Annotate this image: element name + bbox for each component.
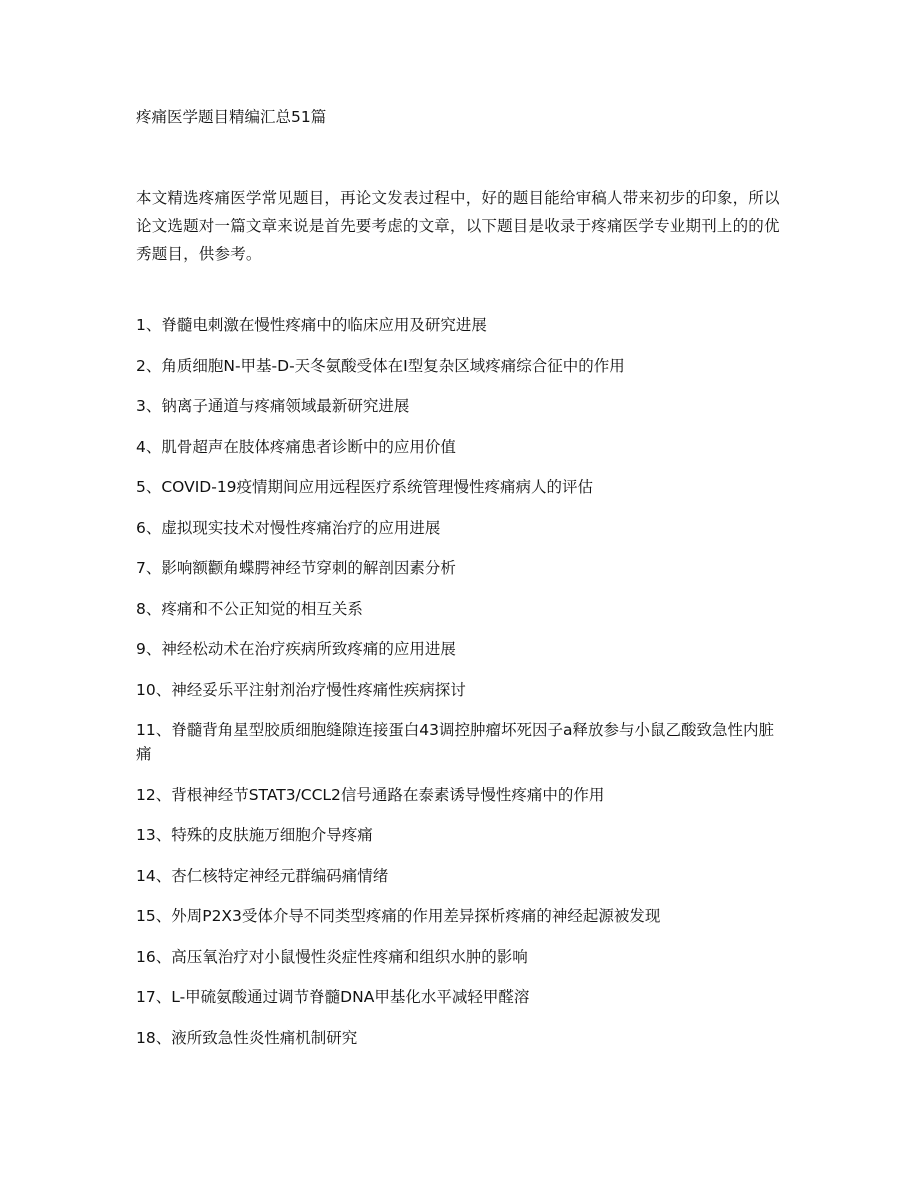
list-item: 14、杏仁核特定神经元群编码痛情绪 bbox=[136, 866, 389, 885]
document-title: 疼痛医学题目精编汇总51篇 bbox=[136, 108, 327, 126]
list-item: 13、特殊的皮肤施万细胞介导疼痛 bbox=[136, 826, 373, 844]
list-item: 1、脊髓电刺激在慢性疼痛中的临床应用及研究进展 bbox=[136, 316, 487, 334]
list-item: 8、疼痛和不公正知觉的相互关系 bbox=[136, 599, 363, 618]
list-item: 3、钠离子通道与疼痛领域最新研究进展 bbox=[136, 397, 410, 415]
list-item: 7、影响额颧角蝶腭神经节穿刺的解剖因素分析 bbox=[136, 559, 456, 577]
list-item: 18、液所致急性炎性痛机制研究 bbox=[136, 1028, 358, 1047]
intro-paragraph: 本文精选疼痛医学常见题目，再论文发表过程中，好的题目能给审稿人带来初步的印象，所以论文选题对一篇文章来说是首先要考虑的文章，以下题目是收录于疼痛医学专业期刊上的的优秀题目，供参考。 bbox=[136, 189, 780, 263]
list-item: 4、肌骨超声在肢体疼痛患者诊断中的应用价值 bbox=[136, 437, 456, 456]
list-item: 10、神经妥乐平注射剂治疗慢性疼痛性疾病探讨 bbox=[136, 680, 466, 699]
list-item: 9、神经松动术在治疗疾病所致疼痛的应用进展 bbox=[136, 640, 456, 658]
list-item: 6、虚拟现实技术对慢性疼痛治疗的应用进展 bbox=[136, 518, 441, 537]
list-item: 17、L-甲硫氨酸通过调节脊髓DNA甲基化水平减轻甲醛溶 bbox=[136, 988, 530, 1006]
list-item: 5、COVID-19疫情期间应用远程医疗系统管理慢性疼痛病人的评估 bbox=[136, 478, 594, 496]
list-item: 2、角质细胞N-甲基-D-天冬氨酸受体在I型复杂区域疼痛综合征中的作用 bbox=[136, 356, 625, 375]
list-item: 16、高压氧治疗对小鼠慢性炎症性疼痛和组织水肿的影响 bbox=[136, 947, 528, 966]
list-item: 11、脊髓背角星型胶质细胞缝隙连接蛋白43调控肿瘤坏死因子a释放参与小鼠乙酸致急性内脏痛 bbox=[136, 721, 774, 763]
topic-list bbox=[136, 313, 784, 1066]
list-item: 12、背根神经节STAT3/CCL2信号通路在泰素诱导慢性疼痛中的作用 bbox=[136, 785, 605, 804]
list-item: 15、外周P2X3受体介导不同类型疼痛的作用差异探析疼痛的神经起源被发现 bbox=[136, 907, 661, 925]
